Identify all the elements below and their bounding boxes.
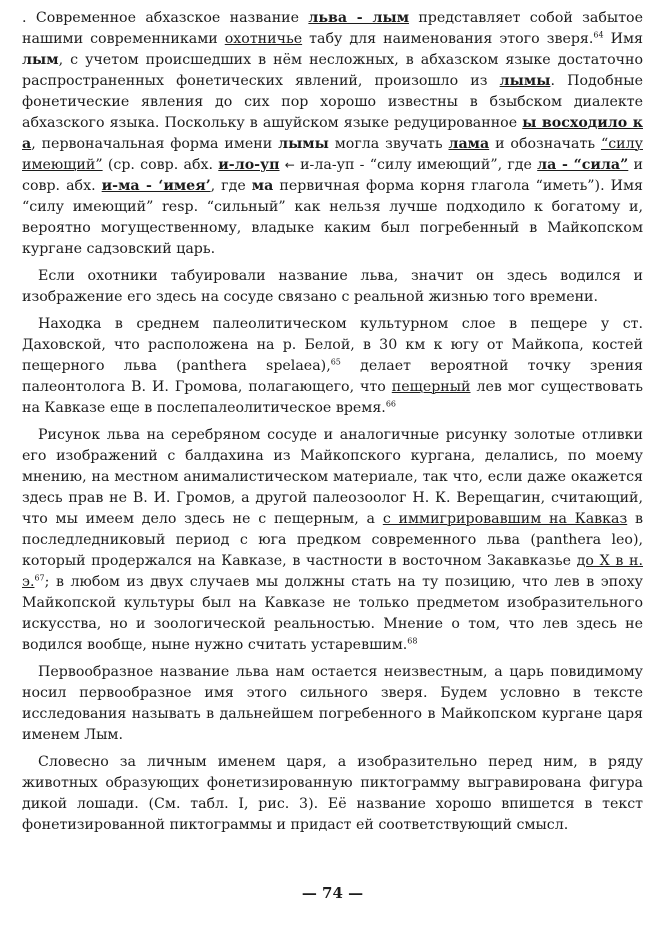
paragraph-3	[22, 314, 643, 419]
text-run: , первоначальная форма имени	[31, 136, 279, 152]
bold-term: и-ма - ‘имея’	[101, 178, 211, 194]
bold-term: лымы	[499, 73, 551, 89]
page-number: — 74 —	[301, 884, 364, 902]
text-run: “силу имеющий”	[22, 136, 643, 173]
text-run: (ср. совр. абх.	[102, 157, 219, 173]
text-run: лев мог существовать на Кавказе еще в послепалеолитическое время.	[22, 379, 643, 416]
text-run: Находка в среднем палеолитическом культурном слое в пещере у ст. Даховской, что расположена на р. Белой, в 30 км к югу от Майкопа, костей пещерного льва (panthera spelaea),	[22, 316, 643, 374]
text-run: табу для наименования этого зверя.	[302, 31, 594, 47]
text-run: и обозначать	[489, 136, 601, 152]
bold-term: лымы	[278, 136, 329, 152]
text-run: пещерный	[391, 379, 471, 395]
text-run: с иммигрировавшим на Кавказ	[382, 511, 628, 527]
bold-term: и-ло-уп	[218, 157, 280, 173]
bold-term: лым	[22, 52, 59, 68]
footnote-ref: 68	[407, 636, 418, 646]
text-run: могла звучать	[328, 136, 449, 152]
footnote-ref: 66	[385, 399, 396, 409]
text-run: ; в любом из двух случаев мы должны стать на ту позицию, что лев в эпоху Майкопской культуры был на Кавказе не только предметом изобразительного искусства, но и зоологической реальностью. Мнение о том, что лев здесь не водился вообще, ныне нужно считать устаревшим.	[22, 574, 643, 653]
body-text	[22, 8, 643, 836]
text-run: Словесно за личным именем царя, а изобразительно перед ним, в ряду животных образующих фонетизированную пиктограмму выгравирована фигура дикой лошади. (См. табл. I, рис. 3). Её название хорошо впишется в текст фонетизированной пиктограммы и придаст ей соответствующий смысл.	[22, 754, 643, 833]
bold-term: ы восходило к а	[22, 115, 643, 152]
paragraph-4	[22, 425, 643, 656]
text-run: , с учетом происшедших в нём несложных, в абхазском языке достаточно распространенных фонетических явлений, произошло из	[22, 52, 643, 89]
bold-term: льва - лым	[308, 10, 410, 26]
text-run: Если охотники табуировали название льва, значит он здесь водился и изображение его здесь на сосуде связано с реальной жизнью того времени.	[22, 268, 643, 305]
text-run: Рисунок льва на серебряном сосуде и аналогичные рисунку золотые отливки его изображений с балдахина из Майкопского кургана, делались, по моему мнению, на местном анималистическом материале, так что, если даже окажется здесь прав не В. И. Громов, а другой палеозоолог Н. К. Верещагин, считающий, что мы имеем дело здесь не с пещерным, а	[22, 427, 643, 527]
text-run: в последледниковый период с юга предком современного льва (panthera leo), который продержался на Кавказе, в частности в восточном Закавказье	[22, 511, 643, 569]
bold-term: ма	[251, 178, 274, 194]
left-arrow-icon: ←	[284, 158, 295, 172]
paragraph-1	[22, 8, 643, 260]
text-run: и-ла-уп - “силу имеющий”, где	[294, 157, 538, 173]
paragraph-5	[22, 662, 643, 746]
bold-term: лама	[448, 136, 490, 152]
text-run: . Подобные фонетические явления до сих пор хорошо известны в бзыбском диалекте абхазского языка. Поскольку в ашуйском языке редуцированное	[22, 73, 643, 131]
text-run: до Х в н. э.	[22, 553, 643, 590]
footnote-ref: 64	[593, 30, 604, 40]
text-run: . Современное абхазское название	[22, 10, 309, 26]
footnote-ref: 65	[330, 357, 341, 367]
text-run: Первообразное название льва нам остается неизвестным, а царь повидимому носил первообразное имя этого сильного зверя. Будем условно в тексте исследования называть в дальнейшем погребенного в Майкопском кургане царя именем Лым.	[22, 664, 643, 743]
text-run: Имя	[603, 31, 643, 47]
text-run: , где	[210, 178, 252, 194]
paragraph-2	[22, 266, 643, 308]
bold-term: ла - “сила”	[537, 157, 629, 173]
paragraph-6	[22, 752, 643, 836]
text-run: охотничье	[224, 31, 303, 47]
text-run: делает вероятной точку зрения палеонтолога В. И. Громова, полагающего, что	[22, 358, 643, 395]
footnote-ref: 67	[34, 573, 45, 583]
text-run: представляет собой забытое нашими современниками	[22, 10, 643, 47]
text-run: и совр. абх.	[22, 157, 644, 194]
text-run: первичная форма корня глагола “иметь”). Имя “силу имеющий” resp. “сильный” как нельзя лучше подходило к богатому и, вероятно могущественному, владыке каким был погребенный в Майкопском кургане садзовский царь.	[22, 178, 643, 257]
